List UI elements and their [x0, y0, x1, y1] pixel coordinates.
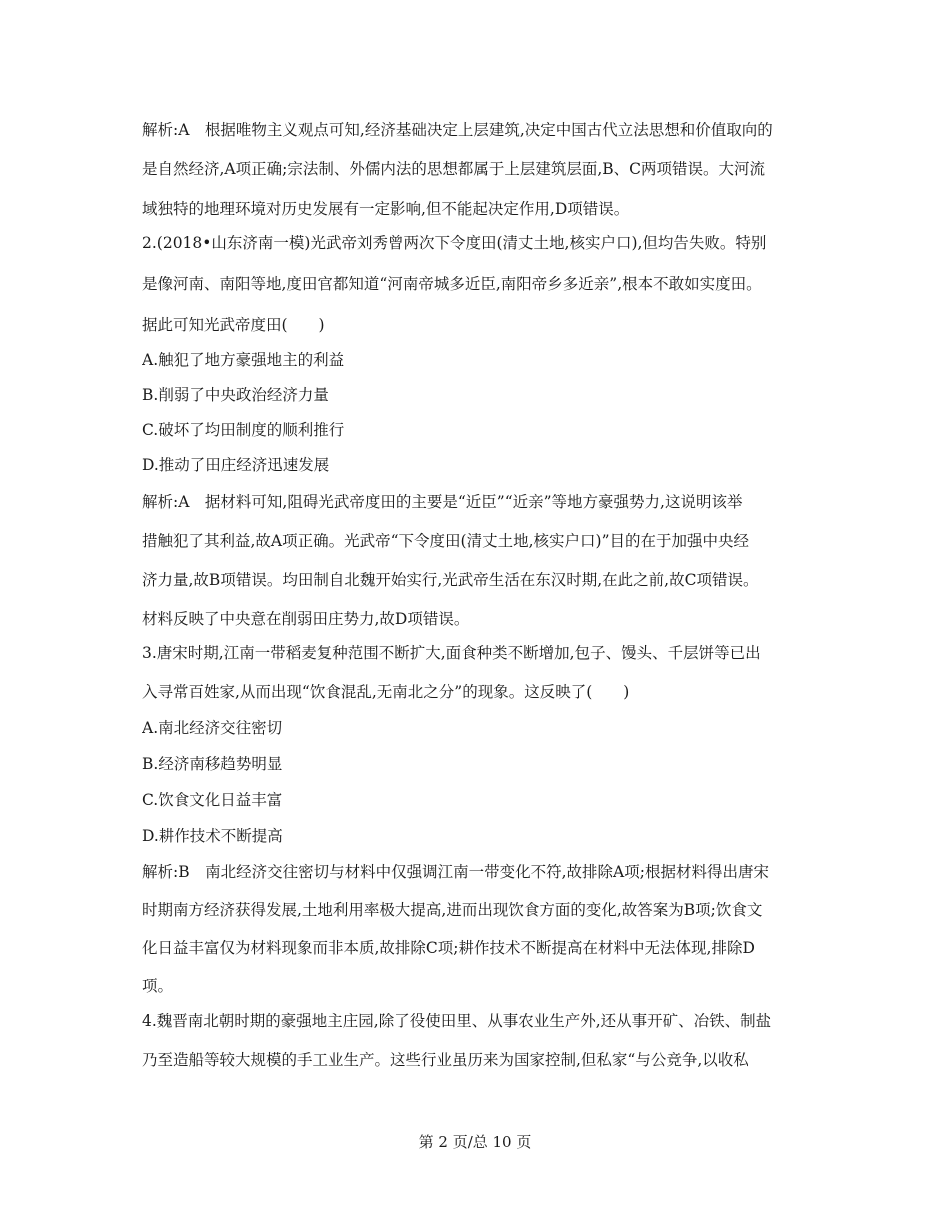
analysis-3-line-3: 化日益丰富仅为材料现象而非本质,故排除C项;耕作技术不断提高在材料中无法体现,排除D	[142, 939, 755, 957]
question-4-line-1: 4.魏晋南北朝时期的豪强地主庄园,除了役使田里、从事农业生产外,还从事开矿、冶铁、制盐	[142, 1012, 772, 1030]
question-2-line-1: 2.(2018•山东济南一模)光武帝刘秀曾两次下令度田(清丈土地,核实户口),但均告失败。特别	[142, 234, 767, 252]
question-4-line-2: 乃至造船等较大规模的手工业生产。这些行业虽历来为国家控制,但私家“与公竞争,以收私	[142, 1051, 749, 1069]
question-2-option-c: C.破坏了均田制度的顺利推行	[142, 421, 345, 439]
analysis-2-line-3: 济力量,故B项错误。均田制自北魏开始实行,光武帝生活在东汉时期,在此之前,故C项错误。	[142, 571, 759, 589]
page-number: 第 2 页/总 10 页	[418, 1133, 532, 1151]
analysis-2-line-1: 解析:A 据材料可知,阻碍光武帝度田的主要是“近臣”“近亲”等地方豪强势力,这说明该举	[142, 493, 743, 511]
question-2-option-b: B.削弱了中央政治经济力量	[142, 386, 329, 404]
question-3-option-d: D.耕作技术不断提高	[142, 827, 283, 845]
question-2-option-a: A.触犯了地方豪强地主的利益	[142, 351, 345, 369]
question-3-option-c: C.饮食文化日益丰富	[142, 791, 283, 809]
analysis-1-line-3: 域独特的地理环境对历史发展有一定影响,但不能起决定作用,D项错误。	[142, 200, 630, 218]
analysis-2-line-4: 材料反映了中央意在削弱田庄势力,故D项错误。	[142, 610, 470, 628]
analysis-2-line-2: 措触犯了其利益,故A项正确。光武帝“下令度田(清丈土地,核实户口)”目的在于加强中央经	[142, 532, 749, 550]
analysis-1-line-1: 解析:A 根据唯物主义观点可知,经济基础决定上层建筑,决定中国古代立法思想和价值取向的	[142, 121, 773, 139]
question-3-line-1: 3.唐宋时期,江南一带稻麦复种范围不断扩大,面食种类不断增加,包子、馒头、千层饼等已出	[142, 644, 761, 662]
question-3-option-b: B.经济南移趋势明显	[142, 755, 283, 773]
analysis-1-line-2: 是自然经济,A项正确;宗法制、外儒内法的思想都属于上层建筑层面,B、C两项错误。大河流	[142, 160, 766, 178]
analysis-3-line-2: 时期南方经济获得发展,土地利用率极大提高,进而出现饮食方面的变化,故答案为B项;饮食文	[142, 901, 763, 919]
analysis-3-line-1: 解析:B 南北经济交往密切与材料中仅强调江南一带变化不符,故排除A项;根据材料得出唐宋	[142, 863, 769, 881]
question-2-line-2: 是像河南、南阳等地,度田官都知道“河南帝城多近臣,南阳帝乡多近亲”,根本不敢如实度田。	[142, 275, 762, 293]
question-2-option-d: D.推动了田庄经济迅速发展	[142, 456, 330, 474]
question-3-line-2: 入寻常百姓家,从而出现“饮食混乱,无南北之分”的现象。这反映了( )	[142, 683, 630, 701]
question-3-option-a: A.南北经济交往密切	[142, 719, 283, 737]
analysis-3-line-4: 项。	[142, 977, 174, 995]
question-2-line-3: 据此可知光武帝度田( )	[142, 316, 325, 334]
